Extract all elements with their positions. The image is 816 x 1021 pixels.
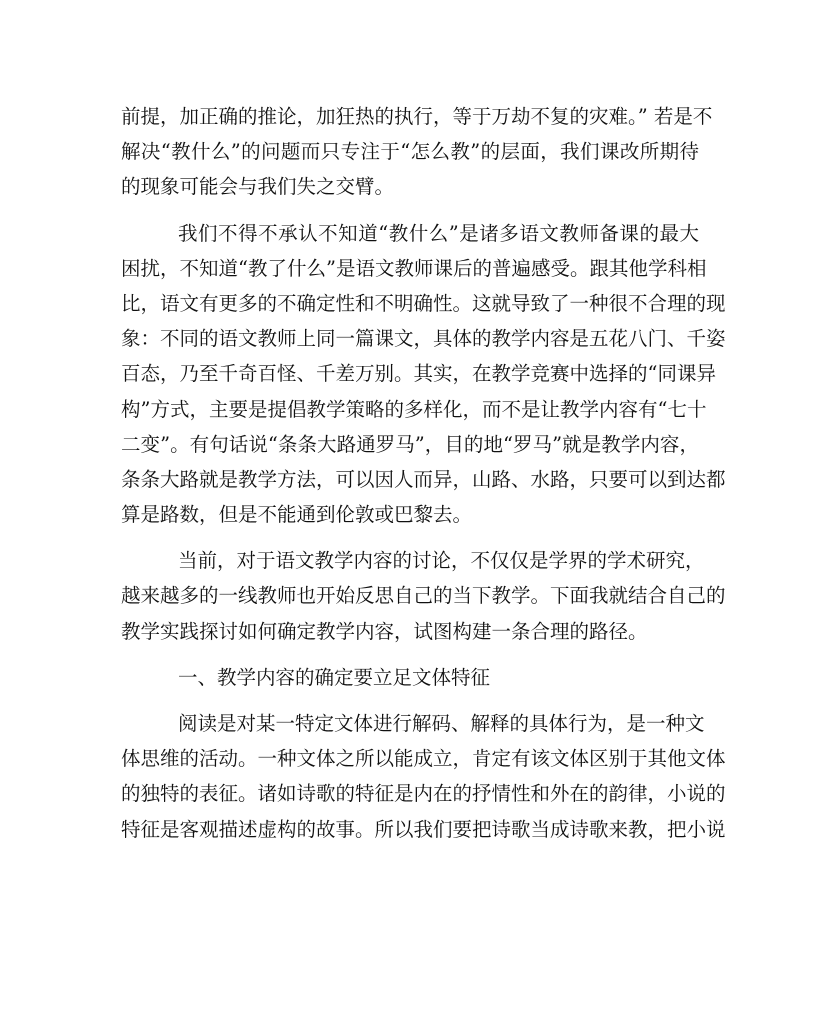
text-line: 象：不同的语文教师上同一篇课文，具体的教学内容是五花八门、千姿 [121,327,726,351]
paragraph-2 [121,216,726,533]
text-line: 前提，加正确的推论，加狂热的执行，等于万劫不复的灾难。” 若是不 [121,105,713,128]
section-heading [121,660,699,695]
text-line: 当前，对于语文教学内容的讨论，不仅仅是学界的学术研究， [178,549,705,573]
text-line: 算是路数，但是不能通到伦敦或巴黎去。 [121,503,473,527]
text-line: 比，语文有更多的不确定性和不明确性。这就导致了一种很不合理的现 [121,291,726,315]
section-heading-text: 一、教学内容的确定要立足文体特征 [178,665,491,689]
text-line: 越来越多的一线教师也开始反思自己的当下教学。下面我就结合自己的 [121,584,726,608]
text-line: 解决“教什么”的问题而只专注于“怎么教”的层面，我们课改所期待 [121,140,699,164]
paragraph-1 [121,99,713,205]
text-line: 阅读是对某一特定文体进行解码、解释的具体行为，是一种文 [178,712,705,735]
text-line: 教学实践探讨如何确定教学内容，试图构建一条合理的路径。 [121,619,648,643]
text-line: 的现象可能会与我们失之交臂。 [121,175,395,199]
document-body [121,99,726,847]
paragraph-4 [121,706,726,847]
text-line: 二变”。有句话说“条条大路通罗马”，目的地“罗马”就是教学内容， [121,432,699,456]
text-line: 我们不得不承认不知道“教什么”是诸多语文教师备课的最大 [178,221,699,245]
text-line: 百态，乃至千奇百怪、千差万别。其实，在教学竞赛中选择的“同课异 [121,362,716,386]
text-line: 困扰，不知道“教了什么”是语文教师课后的普遍感受。跟其他学科相 [121,256,707,280]
text-line: 的独特的表征。诸如诗歌的特征是内在的抒情性和外在的韵律，小说的 [121,782,726,806]
paragraph-3 [121,543,726,649]
text-line: 体思维的活动。一种文体之所以能成立，肯定有该文体区别于其他文体 [121,747,726,771]
text-line: 构”方式，主要是提倡教学策略的多样化，而不是让教学内容有“七十 [121,397,707,421]
text-line: 条条大路就是教学方法，可以因人而异，山路、水路，只要可以到达都 [121,467,726,491]
text-line: 特征是客观描述虚构的故事。所以我们要把诗歌当成诗歌来教，把小说 [121,817,726,841]
